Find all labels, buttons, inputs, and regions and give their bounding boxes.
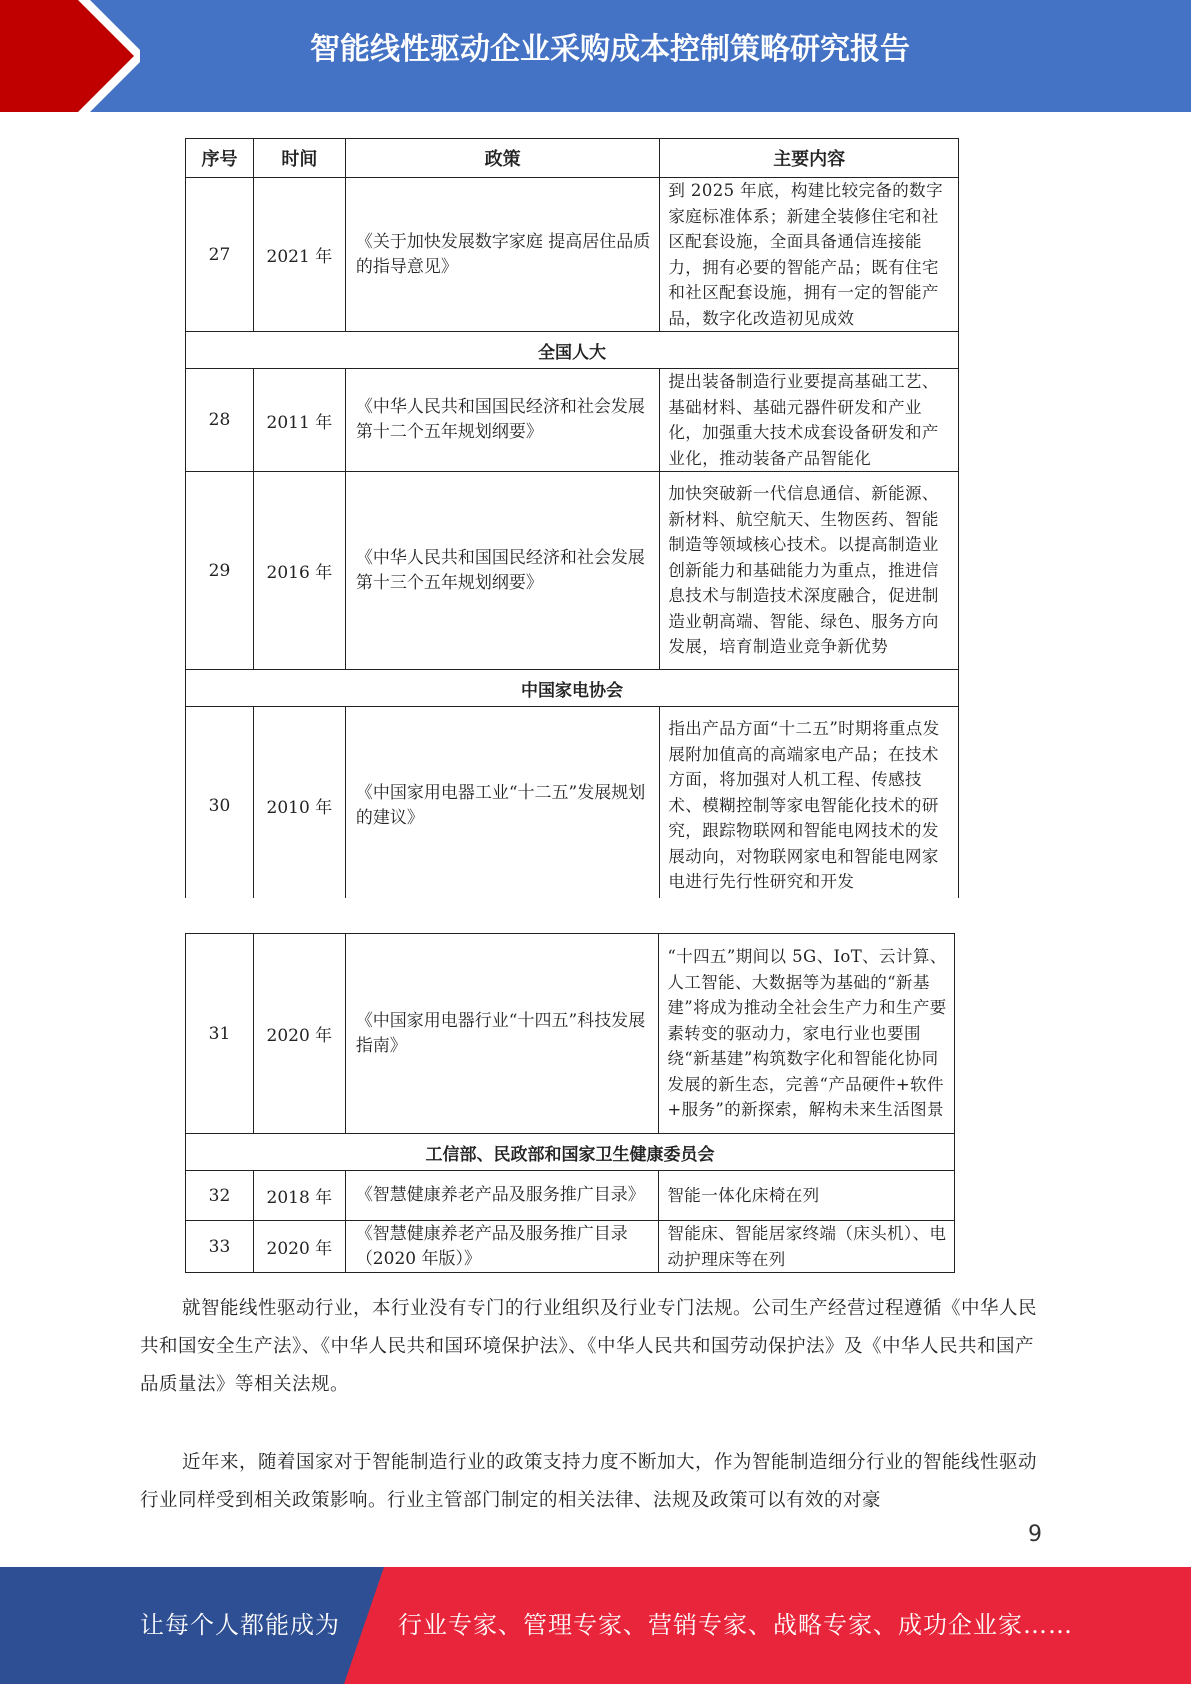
- cell-policy: 《关于加快发展数字家庭 提高居住品质的指导意见》: [345, 178, 660, 332]
- header-red-arrow: [0, 0, 140, 112]
- page-header: [0, 0, 1191, 112]
- cell-year: 2018 年: [253, 1171, 345, 1221]
- cell-content: 指出产品方面“十二五”时期将重点发展附加值高的高端家电产品；在技术方面，将加强对人机工程、传感技术、模糊控制等家电智能化技术的研究，跟踪物联网和智能电网技术的发展动向，对物联网家电和智能电网家电进行先行性研究和开发: [660, 707, 959, 899]
- cell-no: 33: [186, 1221, 254, 1273]
- cell-no: 29: [186, 472, 254, 670]
- page-footer: [0, 1567, 1191, 1684]
- cell-year: 2011 年: [253, 369, 345, 472]
- table-row: [186, 1171, 955, 1221]
- footer-slogan-left: 让每个人都能成为: [140, 1611, 340, 1639]
- table-row: [186, 934, 955, 1134]
- table-row: [186, 178, 959, 332]
- cell-content: “十四五”期间以 5G、IoT、云计算、人工智能、大数据等为基础的“新基建”将成为推动全社会生产力和生产要素转变的驱动力，家电行业也要围绕“新基建”构筑数字化和智能化协同发展的新生态，完善“产品硬件+软件+服务”的新探索，解构未来生活图景: [659, 934, 955, 1134]
- cell-no: 30: [186, 707, 254, 899]
- cell-content: 智能一体化床椅在列: [659, 1171, 955, 1221]
- cell-content: 加快突破新一代信息通信、新能源、新材料、航空航天、生物医药、智能制造等领域核心技术。以提高制造业创新能力和基础能力为重点，推进信息技术与制造技术深度融合，促进制造业朝高端、智能、绿色、服务方向发展，培育制造业竞争新优势: [660, 472, 959, 670]
- col-header-content: 主要内容: [660, 139, 959, 178]
- cell-content: 提出装备制造行业要提高基础工艺、基础材料、基础元器件研发和产业化，加强重大技术成套设备研发和产业化，推动装备产品智能化: [660, 369, 959, 472]
- cell-no: 32: [186, 1171, 254, 1221]
- table-row: [186, 707, 959, 899]
- cell-content: 智能床、智能居家终端（床头机）、电动护理床等在列: [659, 1221, 955, 1273]
- header-title: 智能线性驱动企业采购成本控制策略研究报告: [310, 32, 910, 67]
- policy-table-part1: [185, 138, 965, 898]
- table-row: [186, 369, 959, 472]
- cell-year: 2016 年: [253, 472, 345, 670]
- cell-year: 2020 年: [253, 934, 345, 1134]
- table-row: [186, 472, 959, 670]
- col-header-no: 序号: [186, 139, 254, 178]
- section-row: [186, 1134, 955, 1171]
- col-header-year: 时间: [253, 139, 345, 178]
- table-header-row: [186, 139, 959, 178]
- cell-no: 28: [186, 369, 254, 472]
- section-row: [186, 670, 959, 707]
- cell-no: 27: [186, 178, 254, 332]
- body-paragraph: 近年来，随着国家对于智能制造行业的政策支持力度不断加大，作为智能制造细分行业的智能线性驱动行业同样受到相关政策影响。行业主管部门制定的相关法律、法规及政策可以有效的对豪: [140, 1452, 1038, 1511]
- cell-policy: 《中华人民共和国国民经济和社会发展第十三个五年规划纲要》: [345, 472, 660, 670]
- section-title: 工信部、民政部和国家卫生健康委员会: [186, 1134, 955, 1171]
- cell-policy: 《智慧健康养老产品及服务推广目录（2020 年版）》: [345, 1221, 659, 1273]
- col-header-policy: 政策: [345, 139, 660, 178]
- cell-no: 31: [186, 934, 254, 1134]
- section-title: 全国人大: [186, 332, 959, 369]
- cell-content: 到 2025 年底，构建比较完备的数字家庭标准体系；新建全装修住宅和社区配套设施，全面具备通信连接能力，拥有必要的智能产品；既有住宅和社区配套设施，拥有一定的智能产品，数字化改造初见成效: [660, 178, 959, 332]
- section-title: 中国家电协会: [186, 670, 959, 707]
- body-paragraph: 就智能线性驱动行业，本行业没有专门的行业组织及行业专门法规。公司生产经营过程遵循《中华人民共和国安全生产法》、《中华人民共和国环境保护法》、《中华人民共和国劳动保护法》及《中华人民共和国产品质量法》等相关法规。: [140, 1298, 1038, 1395]
- cell-policy: 《中华人民共和国国民经济和社会发展第十二个五年规划纲要》: [345, 369, 660, 472]
- cell-year: 2021 年: [253, 178, 345, 332]
- cell-year: 2020 年: [253, 1221, 345, 1273]
- cell-year: 2010 年: [253, 707, 345, 899]
- cell-policy: 《智慧健康养老产品及服务推广目录》: [345, 1171, 659, 1221]
- policy-table: [185, 138, 959, 898]
- footer-slogan-right: 行业专家、管理专家、营销专家、战略专家、成功企业家……: [398, 1611, 1073, 1639]
- policy-table-part2: [185, 933, 955, 1273]
- page-number: 9: [1028, 1522, 1042, 1547]
- section-row: [186, 332, 959, 369]
- cell-policy: 《中国家用电器工业“十二五”发展规划的建议》: [345, 707, 660, 899]
- table-row: [186, 1221, 955, 1273]
- cell-policy: 《中国家用电器行业“十四五”科技发展指南》: [345, 934, 659, 1134]
